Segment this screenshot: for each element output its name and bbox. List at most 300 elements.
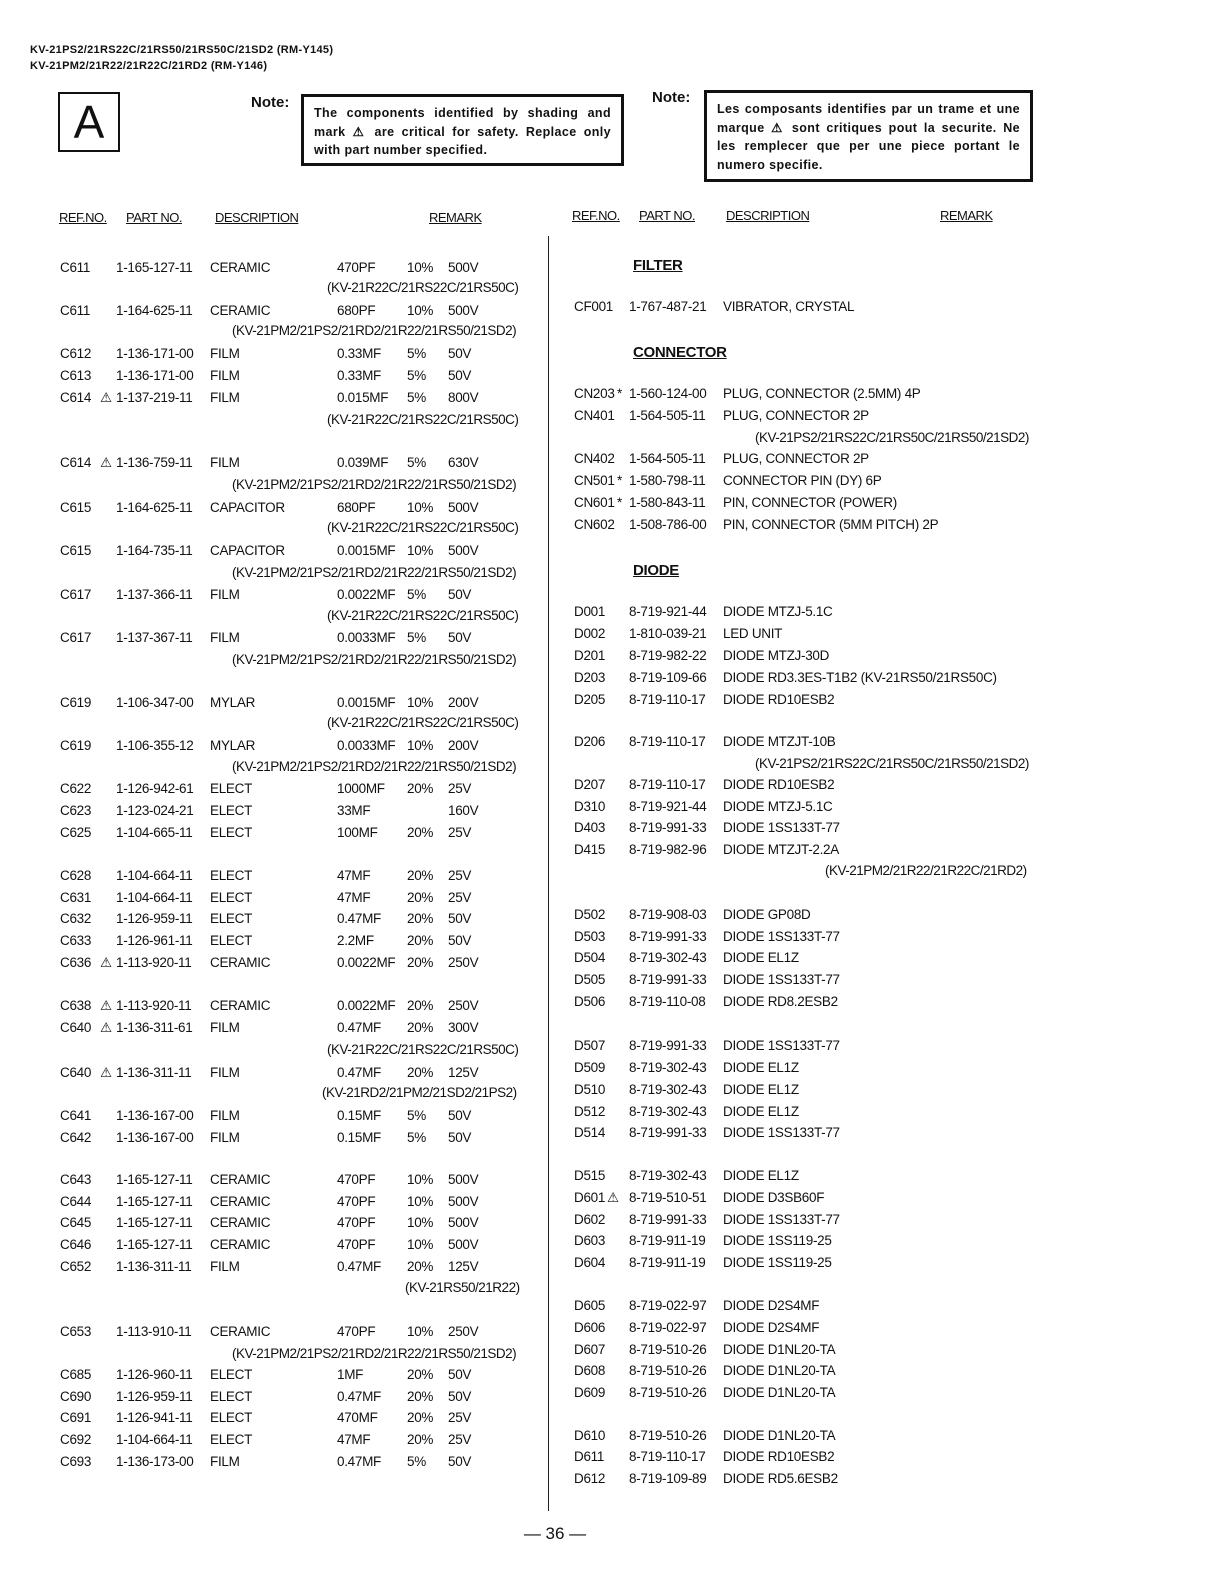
table-row — [574, 1038, 1054, 1058]
caution-icon: ⚠ — [607, 1190, 619, 1205]
model-remark: (KV-21PM2/21PS2/21RD2/21R22/21RS50/21SD2) — [232, 565, 517, 580]
tolerance: 20% — [407, 998, 434, 1013]
description: DIODE MTZJ-30D — [723, 648, 830, 663]
tolerance: 20% — [407, 868, 434, 883]
ref-no: D415 — [574, 842, 606, 857]
ref-no: C638 — [60, 998, 92, 1013]
ref-no: D610 — [574, 1428, 606, 1443]
value: 0.015MF — [337, 390, 389, 405]
description: CERAMIC — [210, 998, 271, 1013]
description: DIODE D2S4MF — [723, 1298, 820, 1313]
model-remark: (KV-21R22C/21RS22C/21RS50C) — [327, 608, 519, 623]
table-row — [60, 1020, 540, 1040]
table-row — [574, 929, 1054, 949]
description: CAPACITOR — [210, 500, 285, 515]
table-row — [60, 1324, 540, 1344]
model-remark: (KV-21PM2/21PS2/21RD2/21R22/21RS50/21SD2) — [232, 477, 517, 492]
description: PIN, CONNECTOR (5MM PITCH) 2P — [723, 517, 939, 532]
ref-no: D207 — [574, 777, 606, 792]
tolerance: 20% — [407, 911, 434, 926]
model-remark: (KV-21PM2/21PS2/21RD2/21R22/21RS50/21SD2) — [232, 652, 517, 667]
description: ELECT — [210, 1389, 253, 1404]
table-row — [60, 390, 540, 410]
ref-no: C615 — [60, 500, 92, 515]
description: ELECT — [210, 1432, 253, 1447]
ref-no: D206 — [574, 734, 606, 749]
ref-no: D403 — [574, 820, 606, 835]
value: 0.0022MF — [337, 998, 396, 1013]
tolerance: 20% — [407, 933, 434, 948]
voltage: 50V — [448, 1454, 472, 1469]
safety-note-english: The components identified by shading and mark ⚠ are critical for safety. Replace only with part number specified. — [301, 94, 624, 166]
value: 47MF — [337, 890, 371, 905]
voltage: 300V — [448, 1020, 479, 1035]
part-no: 8-719-110-17 — [629, 1449, 706, 1464]
tolerance: 5% — [407, 455, 426, 470]
description: DIODE D1NL20-TA — [723, 1342, 836, 1357]
table-row — [60, 1432, 540, 1452]
description: DIODE RD3.3ES-T1B2 (KV-21RS50/21RS50C) — [723, 670, 997, 685]
description: ELECT — [210, 803, 253, 818]
voltage: 50V — [448, 1367, 472, 1382]
part-no: 1-136-311-11 — [116, 1065, 192, 1080]
value: 470MF — [337, 1410, 378, 1425]
ref-no: C685 — [60, 1367, 92, 1382]
part-no: 8-719-110-17 — [629, 777, 706, 792]
tolerance: 5% — [407, 368, 426, 383]
new-part-mark: * — [617, 386, 622, 401]
part-no: 8-719-510-51 — [629, 1190, 707, 1205]
part-no: 1-137-219-11 — [116, 390, 193, 405]
table-row — [574, 907, 1054, 927]
ref-no: C642 — [60, 1130, 92, 1145]
table-row — [60, 781, 540, 801]
table-row — [574, 1428, 1054, 1448]
value: 47MF — [337, 1432, 371, 1447]
page-number: — 36 — — [523, 1524, 587, 1543]
table-row — [60, 346, 540, 366]
voltage: 25V — [448, 890, 472, 905]
ref-no: D611 — [574, 1449, 605, 1464]
description: DIODE 1SS119-25 — [723, 1233, 832, 1248]
description: DIODE D1NL20-TA — [723, 1363, 836, 1378]
part-no: 1-136-171-00 — [116, 368, 194, 383]
ref-no: C691 — [60, 1410, 92, 1425]
table-row — [574, 994, 1054, 1014]
voltage: 200V — [448, 695, 479, 710]
voltage: 50V — [448, 911, 472, 926]
description: DIODE MTZJT-10B — [723, 734, 836, 749]
ref-no: D002 — [574, 626, 606, 641]
table-row — [574, 1471, 1054, 1491]
part-no: 8-719-510-26 — [629, 1363, 707, 1378]
voltage: 500V — [448, 543, 479, 558]
description: DIODE EL1Z — [723, 1060, 799, 1075]
part-no: 1-113-920-11 — [116, 998, 192, 1013]
ref-no: D201 — [574, 648, 606, 663]
description: MYLAR — [210, 695, 256, 710]
table-row — [574, 517, 1054, 537]
part-no: 1-113-910-11 — [116, 1324, 192, 1339]
description: FILM — [210, 1130, 240, 1145]
table-row — [60, 1367, 540, 1387]
table-row — [60, 890, 540, 910]
ref-no: D601 — [574, 1190, 606, 1205]
tolerance: 10% — [407, 543, 434, 558]
description: CERAMIC — [210, 1215, 271, 1230]
part-no: 1-137-366-11 — [116, 587, 193, 602]
tolerance: 20% — [407, 1389, 434, 1404]
part-no: 8-719-109-66 — [629, 670, 707, 685]
table-row — [574, 1255, 1054, 1275]
ref-no: D504 — [574, 950, 606, 965]
ref-no: CN401 — [574, 408, 615, 423]
description: CONNECTOR PIN (DY) 6P — [723, 473, 882, 488]
description: DIODE D1NL20-TA — [723, 1385, 836, 1400]
table-row — [60, 911, 540, 931]
part-no: 8-719-911-19 — [629, 1255, 706, 1270]
voltage: 500V — [448, 303, 479, 318]
table-row — [60, 1172, 540, 1192]
right-header-remark: REMARK — [940, 208, 993, 223]
table-row — [60, 1130, 540, 1150]
tolerance: 5% — [407, 1454, 426, 1469]
tolerance: 20% — [407, 1020, 434, 1035]
category-connector: CONNECTOR — [633, 344, 727, 361]
ref-no: D507 — [574, 1038, 606, 1053]
category-filter: FILTER — [633, 257, 683, 274]
table-row — [574, 1363, 1054, 1383]
part-no: 8-719-302-43 — [629, 1060, 707, 1075]
note-label-english: Note: — [251, 94, 290, 111]
table-row — [574, 648, 1054, 668]
table-row — [60, 1108, 540, 1128]
description: DIODE EL1Z — [723, 1168, 799, 1183]
ref-no: D602 — [574, 1212, 606, 1227]
model-line-1: KV-21PS2/21RS22C/21RS50/21RS50C/21SD2 (RM-Y145) — [30, 44, 334, 56]
description: FILM — [210, 587, 240, 602]
value: 470PF — [337, 1237, 376, 1252]
model-remark: (KV-21R22C/21RS22C/21RS50C) — [327, 520, 519, 535]
voltage: 50V — [448, 1389, 472, 1404]
table-row — [60, 825, 540, 845]
part-no: 1-165-127-11 — [116, 1215, 193, 1230]
table-row — [60, 587, 540, 607]
ref-no: C622 — [60, 781, 92, 796]
caution-icon: ⚠ — [100, 455, 112, 470]
ref-no: C644 — [60, 1194, 92, 1209]
description: CAPACITOR — [210, 543, 285, 558]
value: 470PF — [337, 1215, 376, 1230]
table-row — [574, 734, 1054, 754]
description: ELECT — [210, 868, 253, 883]
part-no: 1-126-959-11 — [116, 1389, 193, 1404]
ref-no: CN602 — [574, 517, 615, 532]
part-no: 1-106-347-00 — [116, 695, 194, 710]
value: 0.0033MF — [337, 630, 396, 645]
value: 0.0022MF — [337, 587, 396, 602]
table-row — [574, 842, 1054, 862]
tolerance: 10% — [407, 695, 434, 710]
description: ELECT — [210, 781, 253, 796]
tolerance: 20% — [407, 1367, 434, 1382]
voltage: 50V — [448, 587, 472, 602]
table-row — [60, 738, 540, 758]
part-no: 1-165-127-11 — [116, 1237, 193, 1252]
caution-icon: ⚠ — [100, 955, 112, 970]
table-row — [574, 670, 1054, 690]
part-no: 1-810-039-21 — [629, 626, 707, 641]
category-diode: DIODE — [633, 562, 680, 579]
part-no: 8-719-022-97 — [629, 1320, 707, 1335]
tolerance: 5% — [407, 1108, 426, 1123]
description: DIODE RD10ESB2 — [723, 692, 835, 707]
table-row — [574, 1233, 1054, 1253]
ref-no: D515 — [574, 1168, 606, 1183]
description: ELECT — [210, 1367, 253, 1382]
part-no: 8-719-109-89 — [629, 1471, 707, 1486]
value: 0.33MF — [337, 368, 381, 383]
right-header-ref: REF.NO. — [572, 208, 620, 223]
part-no: 8-719-991-33 — [629, 1038, 707, 1053]
part-no: 1-560-124-00 — [629, 386, 707, 401]
voltage: 50V — [448, 1108, 472, 1123]
ref-no: C640 — [60, 1065, 92, 1080]
description: FILM — [210, 1020, 240, 1035]
part-no: 8-719-911-19 — [629, 1233, 706, 1248]
ref-no: D605 — [574, 1298, 606, 1313]
table-row — [574, 1104, 1054, 1124]
part-no: 1-580-798-11 — [629, 473, 706, 488]
table-row — [574, 408, 1054, 428]
voltage: 160V — [448, 803, 479, 818]
ref-no: D609 — [574, 1385, 606, 1400]
tolerance: 20% — [407, 1259, 434, 1274]
value: 680PF — [337, 500, 376, 515]
description: PLUG, CONNECTOR 2P — [723, 408, 869, 423]
model-remark: (KV-21PS2/21RS22C/21RS50C/21RS50/21SD2) — [755, 430, 1029, 445]
table-row — [574, 451, 1054, 471]
description: DIODE D3SB60F — [723, 1190, 825, 1205]
model-remark: (KV-21RS50/21R22) — [405, 1280, 520, 1295]
model-remark: (KV-21PM2/21PS2/21RD2/21R22/21RS50/21SD2) — [232, 759, 517, 774]
part-no: 8-719-991-33 — [629, 820, 707, 835]
part-no: 1-136-311-61 — [116, 1020, 193, 1035]
description: DIODE 1SS133T-77 — [723, 820, 840, 835]
ref-no: D512 — [574, 1104, 606, 1119]
ref-no: C615 — [60, 543, 92, 558]
part-no: 1-137-367-11 — [116, 630, 193, 645]
ref-no: D503 — [574, 929, 606, 944]
part-no: 1-104-664-11 — [116, 868, 193, 883]
new-part-mark: * — [617, 495, 622, 510]
voltage: 500V — [448, 500, 479, 515]
ref-no: C612 — [60, 346, 92, 361]
voltage: 50V — [448, 346, 472, 361]
description: CERAMIC — [210, 260, 271, 275]
description: ELECT — [210, 890, 253, 905]
value: 2.2MF — [337, 933, 374, 948]
ref-no: D505 — [574, 972, 606, 987]
table-row — [60, 1215, 540, 1235]
value: 0.47MF — [337, 1259, 381, 1274]
part-no: 8-719-991-33 — [629, 1125, 707, 1140]
part-no: 1-164-625-11 — [116, 500, 193, 515]
voltage: 500V — [448, 260, 479, 275]
caution-icon: ⚠ — [100, 390, 112, 405]
description: DIODE D2S4MF — [723, 1320, 820, 1335]
table-row — [574, 777, 1054, 797]
ref-no: D001 — [574, 604, 606, 619]
left-header-desc: DESCRIPTION — [215, 210, 299, 225]
voltage: 800V — [448, 390, 479, 405]
right-header-desc: DESCRIPTION — [726, 208, 810, 223]
part-no: 8-719-921-44 — [629, 799, 707, 814]
value: 470PF — [337, 1194, 376, 1209]
table-row — [574, 1168, 1054, 1188]
ref-no: CN501 — [574, 473, 615, 488]
ref-no: CF001 — [574, 299, 614, 314]
column-divider — [548, 236, 549, 1511]
description: CERAMIC — [210, 1194, 271, 1209]
description: FILM — [210, 1108, 240, 1123]
voltage: 25V — [448, 781, 472, 796]
ref-no: C631 — [60, 890, 92, 905]
left-header-part: PART NO. — [126, 210, 182, 225]
model-remark: (KV-21RD2/21PM2/21SD2/21PS2) — [322, 1085, 517, 1100]
part-no: 8-719-510-26 — [629, 1342, 707, 1357]
description: FILM — [210, 390, 240, 405]
description: DIODE 1SS133T-77 — [723, 1212, 840, 1227]
voltage: 200V — [448, 738, 479, 753]
part-no: 1-113-920-11 — [116, 955, 192, 970]
voltage: 500V — [448, 1194, 479, 1209]
ref-no: D509 — [574, 1060, 606, 1075]
description: PLUG, CONNECTOR 2P — [723, 451, 869, 466]
ref-no: D607 — [574, 1342, 606, 1357]
left-header-remark: REMARK — [429, 210, 482, 225]
ref-no: C613 — [60, 368, 92, 383]
ref-no: C619 — [60, 695, 92, 710]
part-no: 1-767-487-21 — [629, 299, 707, 314]
description: DIODE D1NL20-TA — [723, 1428, 836, 1443]
description: DIODE 1SS119-25 — [723, 1255, 832, 1270]
table-row — [574, 1125, 1054, 1145]
ref-no: CN203 — [574, 386, 615, 401]
ref-no: D205 — [574, 692, 606, 707]
ref-no: C633 — [60, 933, 92, 948]
value: 0.039MF — [337, 455, 389, 470]
voltage: 25V — [448, 868, 472, 883]
ref-no: C653 — [60, 1324, 92, 1339]
part-no: 8-719-510-26 — [629, 1385, 707, 1400]
table-row — [574, 1082, 1054, 1102]
ref-no: CN402 — [574, 451, 615, 466]
model-remark: (KV-21R22C/21RS22C/21RS50C) — [327, 412, 519, 427]
part-no: 8-719-908-03 — [629, 907, 707, 922]
voltage: 25V — [448, 1410, 472, 1425]
value: 0.33MF — [337, 346, 381, 361]
tolerance: 5% — [407, 587, 426, 602]
table-row — [574, 820, 1054, 840]
part-no: 1-136-173-00 — [116, 1454, 194, 1469]
table-row — [60, 1389, 540, 1409]
model-remark: (KV-21R22C/21RS22C/21RS50C) — [327, 715, 519, 730]
caution-icon: ⚠ — [100, 998, 112, 1013]
table-row — [60, 1410, 540, 1430]
ref-no: C617 — [60, 630, 92, 645]
table-row — [574, 1320, 1054, 1340]
voltage: 125V — [448, 1259, 479, 1274]
tolerance: 10% — [407, 1237, 434, 1252]
part-no: 8-719-110-17 — [629, 692, 706, 707]
description: VIBRATOR, CRYSTAL — [723, 299, 855, 314]
ref-no: C614 — [60, 455, 92, 470]
ref-no: D514 — [574, 1125, 606, 1140]
description: DIODE EL1Z — [723, 1104, 799, 1119]
value: 0.47MF — [337, 911, 381, 926]
ref-no: C628 — [60, 868, 92, 883]
voltage: 50V — [448, 368, 472, 383]
description: DIODE EL1Z — [723, 950, 799, 965]
table-row — [574, 1060, 1054, 1080]
ref-no: C623 — [60, 803, 92, 818]
part-no: 8-719-302-43 — [629, 1082, 707, 1097]
right-header-part: PART NO. — [639, 208, 695, 223]
table-row — [60, 955, 540, 975]
description: DIODE GP08D — [723, 907, 811, 922]
ref-no: C636 — [60, 955, 92, 970]
note-label-french: Note: — [652, 89, 691, 106]
ref-no: C641 — [60, 1108, 92, 1123]
description: FILM — [210, 1065, 240, 1080]
model-remark: (KV-21PS2/21RS22C/21RS50C/21RS50/21SD2) — [755, 756, 1029, 771]
ref-no: D502 — [574, 907, 606, 922]
description: FILM — [210, 455, 240, 470]
table-row — [60, 630, 540, 650]
table-row — [60, 1194, 540, 1214]
part-no: 8-719-302-43 — [629, 950, 707, 965]
description: DIODE MTZJ-5.1C — [723, 604, 833, 619]
table-row — [60, 303, 540, 323]
description: CERAMIC — [210, 303, 271, 318]
description: MYLAR — [210, 738, 256, 753]
value: 0.47MF — [337, 1454, 381, 1469]
ref-no: C692 — [60, 1432, 92, 1447]
part-no: 8-719-302-43 — [629, 1104, 707, 1119]
table-row — [60, 368, 540, 388]
ref-no: C619 — [60, 738, 92, 753]
value: 0.0022MF — [337, 955, 396, 970]
ref-no: C640 — [60, 1020, 92, 1035]
description: CERAMIC — [210, 1324, 271, 1339]
table-row — [60, 803, 540, 823]
ref-no: D506 — [574, 994, 606, 1009]
part-no: 1-126-941-11 — [116, 1410, 193, 1425]
part-no: 1-126-961-11 — [116, 933, 193, 948]
value: 100MF — [337, 825, 378, 840]
part-no: 8-719-991-33 — [629, 1212, 707, 1227]
part-no: 1-136-167-00 — [116, 1130, 194, 1145]
part-no: 1-508-786-00 — [629, 517, 707, 532]
value: 680PF — [337, 303, 376, 318]
description: DIODE 1SS133T-77 — [723, 929, 840, 944]
table-row — [60, 260, 540, 280]
ref-no: D203 — [574, 670, 606, 685]
table-row — [60, 933, 540, 953]
voltage: 25V — [448, 825, 472, 840]
part-no: 1-136-171-00 — [116, 346, 194, 361]
